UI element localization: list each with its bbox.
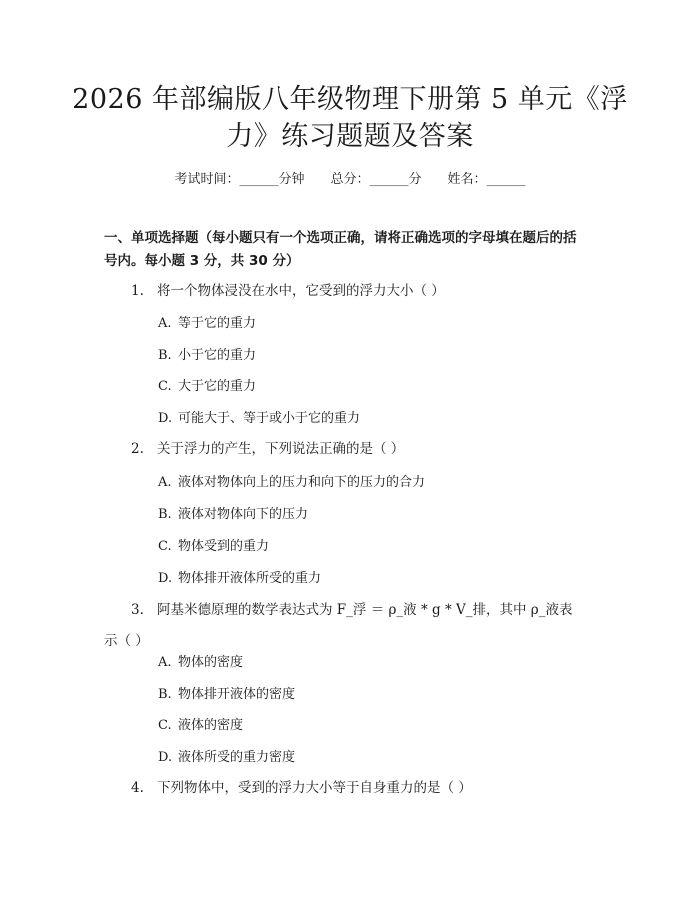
option-letter: A.: [158, 316, 172, 331]
option-text: 物体排开液体的密度: [178, 687, 296, 702]
q1-option-a: [158, 314, 256, 334]
question-2: [131, 438, 404, 461]
section-heading-line-1: 一、单项选择题（每小题只有一个选项正确，请将正确选项的字母填在题后的括: [104, 230, 577, 246]
question-3-continuation: 示（ ）: [104, 633, 149, 649]
question-number: 2.: [131, 441, 144, 457]
q3-option-a: [158, 653, 243, 673]
option-letter: B.: [158, 687, 172, 702]
option-text: 液体的密度: [178, 718, 244, 733]
q2-option-a: [158, 473, 425, 493]
option-text: 等于它的重力: [178, 316, 257, 331]
option-letter: D.: [158, 411, 173, 426]
question-1: [131, 280, 445, 303]
option-letter: D.: [158, 571, 173, 586]
option-text: 可能大于、等于或小于它的重力: [178, 411, 361, 426]
option-letter: A.: [158, 655, 172, 670]
question-number: 3.: [131, 602, 144, 618]
option-text: 物体的密度: [178, 655, 244, 670]
option-letter: B.: [158, 507, 172, 522]
q2-option-b: [158, 505, 308, 525]
q2-option-c: [158, 537, 269, 557]
question-4: [131, 777, 472, 800]
option-text: 液体对物体向上的压力和向下的压力的合力: [178, 475, 426, 490]
option-letter: D.: [158, 750, 173, 765]
q3-option-d: [158, 748, 295, 768]
q1-option-c: [158, 377, 256, 397]
option-text: 大于它的重力: [178, 379, 257, 394]
question-3: [131, 599, 572, 622]
question-number: 4.: [131, 780, 144, 796]
q3-option-c: [158, 716, 243, 736]
option-letter: C.: [158, 539, 172, 554]
q1-option-d: [158, 409, 360, 429]
question-number: 1.: [131, 283, 144, 299]
q3-option-b: [158, 685, 295, 705]
option-letter: C.: [158, 718, 172, 733]
section-heading-line-2: 号内。每小题 3 分，共 30 分）: [104, 253, 300, 269]
doc-title-line-1: 2026 年部编版八年级物理下册第 5 单元《浮: [72, 84, 628, 115]
option-letter: C.: [158, 379, 172, 394]
option-text: 小于它的重力: [178, 348, 257, 363]
question-text: 将一个物体浸没在水中，它受到的浮力大小（ ）: [157, 283, 445, 299]
question-text: 下列物体中，受到的浮力大小等于自身重力的是（ ）: [157, 780, 472, 796]
doc-title-line-2: 力》练习题题及答案: [226, 121, 474, 152]
q1-option-b: [158, 346, 256, 366]
q2-option-d: [158, 569, 321, 589]
option-text: 液体所受的重力密度: [178, 750, 296, 765]
option-letter: B.: [158, 348, 172, 363]
question-text: 关于浮力的产生，下列说法正确的是（ ）: [157, 441, 405, 457]
exam-info-line: 考试时间：______分钟 总分：______分 姓名：______: [174, 172, 526, 187]
option-text: 物体排开液体所受的重力: [178, 571, 322, 586]
question-text: 阿基米德原理的数学表达式为 F_浮 ＝ ρ_液 * g * V_排，其中 ρ_液表: [157, 602, 573, 618]
option-text: 物体受到的重力: [178, 539, 270, 554]
option-text: 液体对物体向下的压力: [178, 507, 309, 522]
option-letter: A.: [158, 475, 172, 490]
